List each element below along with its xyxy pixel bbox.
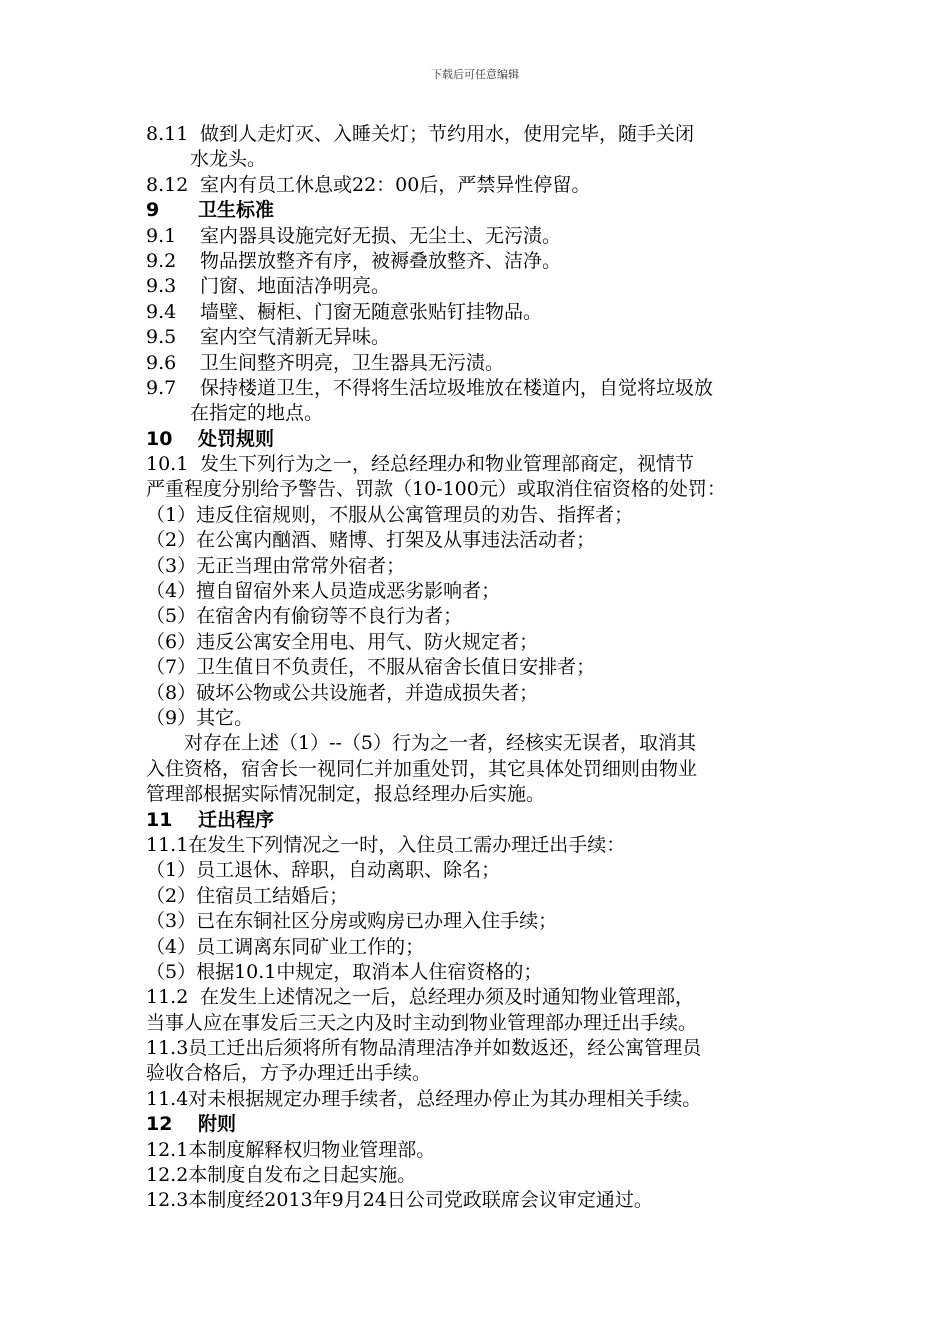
text-line bbox=[146, 604, 826, 629]
text-line bbox=[146, 249, 826, 274]
text-line bbox=[146, 579, 826, 604]
text-line bbox=[146, 757, 826, 782]
text-line bbox=[146, 325, 826, 350]
clause-text: 11.3员工迁出后须将所有物品清理洁净并如数返还，经公寓管理员 bbox=[146, 1037, 702, 1060]
clause-text: 处罚规则 bbox=[198, 427, 275, 450]
clause-text: 卫生间整齐明亮，卫生器具无污渍。 bbox=[200, 351, 505, 374]
clause-text: （3）已在东铜社区分房或购房已办理入住手续； bbox=[146, 910, 558, 933]
text-line bbox=[146, 224, 826, 249]
clause-text: （9）其它。 bbox=[146, 706, 254, 729]
text-line bbox=[146, 1011, 826, 1036]
clause-text: 管理部根据实际情况制定，报总经理办后实施。 bbox=[146, 783, 546, 806]
clause-number: 8.11 bbox=[146, 123, 189, 145]
clause-text: 物品摆放整齐有序，被褥叠放整齐、洁净。 bbox=[200, 249, 562, 272]
clause-text: （8）破坏公物或公共设施者，并造成损失者； bbox=[146, 681, 539, 704]
clause-number: 10.1 bbox=[146, 453, 189, 476]
clause-number: 9.4 bbox=[146, 300, 177, 323]
text-line bbox=[146, 147, 826, 172]
clause-number: 11 bbox=[146, 808, 173, 831]
text-line bbox=[146, 1163, 826, 1188]
clause-text: 12.2本制度自发布之日起实施。 bbox=[146, 1164, 417, 1187]
text-line bbox=[146, 274, 826, 299]
text-line bbox=[146, 858, 826, 883]
clause-number: 8.12 bbox=[146, 173, 189, 196]
text-line bbox=[146, 884, 826, 909]
clause-number: 9 bbox=[146, 199, 160, 222]
clause-text: （3）无正当理由常常外宿者； bbox=[146, 554, 406, 577]
text-line bbox=[146, 401, 826, 426]
clause-text: （6）违反公寓安全用电、用气、防火规定者； bbox=[146, 630, 539, 653]
clause-text: （4）擅自留宿外来人员造成恶劣影响者； bbox=[146, 580, 501, 603]
text-line bbox=[146, 681, 826, 706]
clause-text: 发生下列行为之一，经总经理办和物业管理部商定，视情节 bbox=[200, 453, 695, 476]
clause-number: 9.5 bbox=[146, 326, 177, 349]
text-line bbox=[146, 935, 826, 960]
text-line bbox=[146, 1036, 826, 1061]
clause-text: 验收合格后，方予办理迁出手续。 bbox=[146, 1062, 432, 1085]
text-line bbox=[146, 503, 826, 528]
text-line bbox=[146, 630, 826, 655]
clause-text: 在指定的地点。 bbox=[190, 402, 324, 425]
text-line bbox=[146, 1138, 826, 1163]
text-line bbox=[146, 300, 826, 325]
clause-text: 当事人应在事发后三天之内及时主动到物业管理部办理迁出手续。 bbox=[146, 1011, 698, 1034]
text-line bbox=[146, 376, 826, 401]
clause-text: 做到人走灯灭、入睡关灯；节约用水，使用完毕，随手关闭 bbox=[200, 123, 695, 145]
clause-text: （4）员工调离东同矿业工作的； bbox=[146, 935, 425, 958]
clause-text: 卫生标准 bbox=[198, 199, 275, 222]
text-line bbox=[146, 985, 826, 1010]
clause-number: 9.3 bbox=[146, 275, 177, 298]
document-body bbox=[146, 122, 826, 1214]
clause-number: 9.6 bbox=[146, 351, 177, 374]
clause-number: 9.7 bbox=[146, 376, 177, 399]
text-line bbox=[146, 173, 826, 198]
clause-text: 11.4对未根据规定办理手续者，总经理办停止为其办理相关手续。 bbox=[146, 1087, 702, 1110]
clause-number: 9.1 bbox=[146, 224, 177, 247]
clause-text: （1）违反住宿规则，不服从公寓管理员的劝告、指挥者； bbox=[146, 503, 634, 526]
clause-text: 水龙头。 bbox=[190, 148, 267, 171]
clause-text: 11.1在发生下列情况之一时，入住员工需办理迁出手续： bbox=[146, 833, 626, 856]
text-line bbox=[146, 731, 826, 756]
text-line bbox=[146, 1087, 826, 1112]
clause-text: 在发生上述情况之一后，总经理办须及时通知物业管理部， bbox=[200, 986, 695, 1009]
clause-text: 严重程度分别给予警告、罚款（10-100元）或取消住宿资格的处罚： bbox=[146, 478, 726, 501]
clause-text: 12.3本制度经2013年9月24日公司党政联席会议审定通过。 bbox=[146, 1189, 653, 1212]
clause-text: 墙壁、橱柜、门窗无随意张贴钉挂物品。 bbox=[200, 300, 543, 323]
text-line bbox=[146, 351, 826, 376]
clause-text: 迁出程序 bbox=[198, 808, 275, 831]
section-heading bbox=[146, 198, 826, 223]
text-line bbox=[146, 1188, 826, 1213]
clause-text: （7）卫生值日不负责任，不服从宿舍长值日安排者； bbox=[146, 656, 596, 679]
clause-number: 12 bbox=[146, 1113, 173, 1136]
text-line bbox=[146, 909, 826, 934]
clause-text: （2）住宿员工结婚后； bbox=[146, 884, 349, 907]
clause-text: 门窗、地面洁净明亮。 bbox=[200, 275, 391, 298]
text-line bbox=[146, 1061, 826, 1086]
clause-text: 附则 bbox=[198, 1113, 237, 1136]
section-heading bbox=[146, 1112, 826, 1137]
text-line bbox=[146, 960, 826, 985]
text-line bbox=[146, 554, 826, 579]
clause-text: 对存在上述（1）--（5）行为之一者，经核实无误者，取消其 bbox=[184, 732, 697, 755]
clause-text: 室内器具设施完好无损、无尘土、无污渍。 bbox=[200, 224, 562, 247]
text-line bbox=[146, 833, 826, 858]
text-line bbox=[146, 122, 826, 147]
clause-text: 室内有员工休息或22：00后，严禁异性停留。 bbox=[200, 173, 591, 196]
section-heading bbox=[146, 808, 826, 833]
text-line bbox=[146, 452, 826, 477]
clause-number: 11.2 bbox=[146, 986, 189, 1009]
clause-text: 室内空气清新无异味。 bbox=[200, 326, 391, 349]
text-line bbox=[146, 528, 826, 553]
text-line bbox=[146, 782, 826, 807]
clause-text: 入住资格，宿舍长一视同仁并加重处罚，其它具体处罚细则由物业 bbox=[146, 757, 698, 780]
clause-text: （1）员工退休、辞职，自动离职、除名； bbox=[146, 859, 501, 882]
clause-text: （5）在宿舍内有偷窃等不良行为者； bbox=[146, 605, 463, 628]
clause-text: （2）在公寓内酗酒、赌博、打架及从事违法活动者； bbox=[146, 529, 596, 552]
clause-number: 9.2 bbox=[146, 249, 177, 272]
section-heading bbox=[146, 427, 826, 452]
clause-number: 10 bbox=[146, 427, 173, 450]
clause-text: （5）根据10.1中规定，取消本人住宿资格的； bbox=[146, 960, 543, 983]
clause-text: 保持楼道卫生，不得将生活垃圾堆放在楼道内，自觉将垃圾放 bbox=[200, 376, 714, 399]
page-header: 下载后可任意编辑 bbox=[431, 68, 519, 81]
text-line bbox=[146, 655, 826, 680]
text-line bbox=[146, 477, 826, 502]
text-line bbox=[146, 706, 826, 731]
clause-text: 12.1本制度解释权归物业管理部。 bbox=[146, 1138, 436, 1161]
